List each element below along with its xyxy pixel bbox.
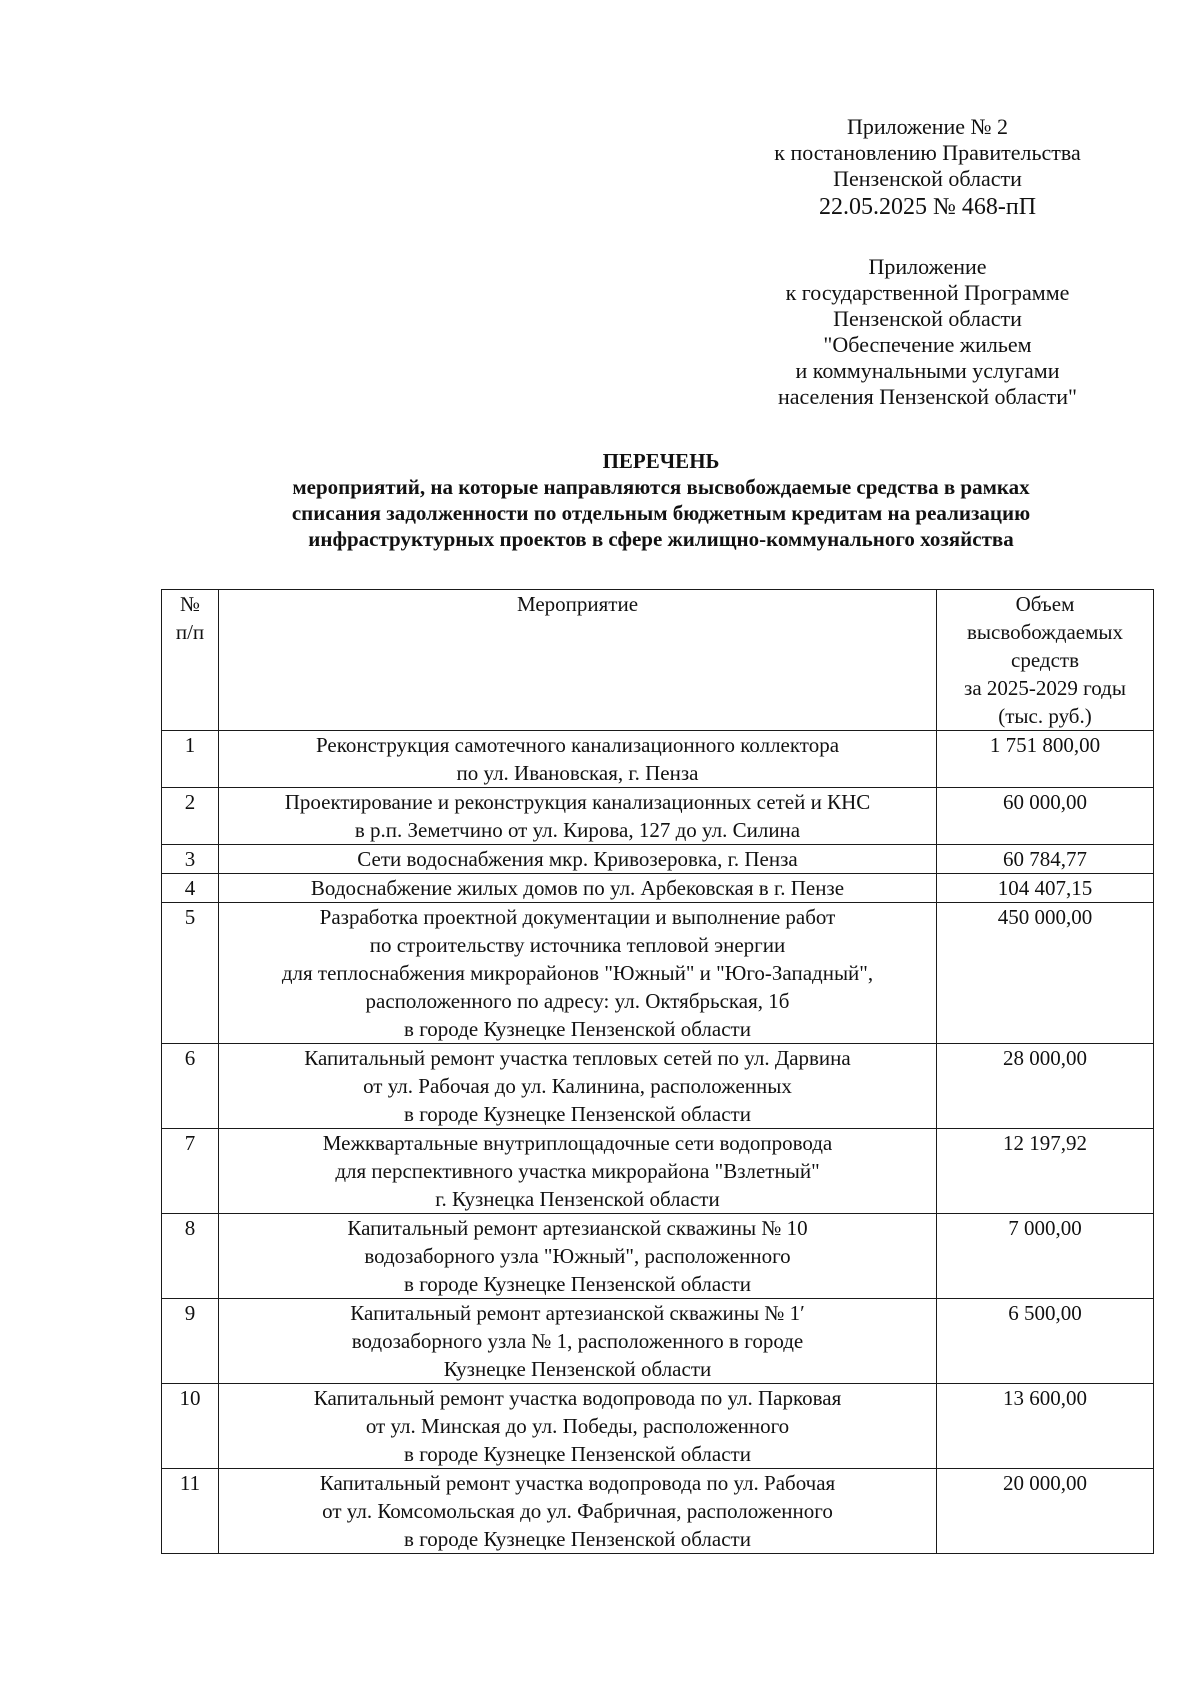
measure-line: в городе Кузнецке Пензенской области — [404, 1527, 751, 1551]
title-subtitle-line: списания задолженности по отдельным бюджетным кредитам на реализацию — [291, 501, 1031, 525]
measure-line: от ул. Комсомольская до ул. Фабричная, расположенного — [322, 1499, 833, 1523]
row-amount: 450 000,00 — [937, 903, 1154, 1044]
row-number: 4 — [162, 874, 219, 903]
table-header-row — [162, 590, 1154, 731]
row-measure — [219, 1469, 937, 1554]
row-amount: 7 000,00 — [937, 1214, 1154, 1299]
row-measure — [219, 1044, 937, 1129]
table-row — [162, 1129, 1154, 1214]
document-title — [160, 448, 1162, 552]
measure-line: Проектирование и реконструкция канализационных сетей и КНС — [284, 790, 871, 814]
appendix-line: "Обеспечение жильем — [823, 332, 1032, 357]
measures-table — [161, 589, 1154, 1554]
table-row — [162, 1044, 1154, 1129]
table-body — [162, 731, 1154, 1554]
row-number: 9 — [162, 1299, 219, 1384]
row-amount: 20 000,00 — [937, 1469, 1154, 1554]
decree-number: 22.05.2025 № 468-пП — [818, 194, 1037, 220]
table-row — [162, 903, 1154, 1044]
row-number: 1 — [162, 731, 219, 788]
measure-line: Кузнецке Пензенской области — [443, 1357, 712, 1381]
row-amount: 13 600,00 — [937, 1384, 1154, 1469]
row-measure — [219, 1214, 937, 1299]
appendix-line: и коммунальными услугами — [795, 358, 1060, 383]
appendix-line: населения Пензенской области" — [777, 384, 1078, 409]
row-number: 2 — [162, 788, 219, 845]
measure-line: Реконструкция самотечного канализационного коллектора — [315, 733, 840, 757]
row-number: 5 — [162, 903, 219, 1044]
appendix-line: Пензенской области — [833, 306, 1022, 331]
row-amount: 60 000,00 — [937, 788, 1154, 845]
table-row — [162, 731, 1154, 788]
row-amount: 6 500,00 — [937, 1299, 1154, 1384]
row-number: 6 — [162, 1044, 219, 1129]
row-number: 8 — [162, 1214, 219, 1299]
measure-line: водозаборного узла № 1, расположенного в городе — [351, 1329, 804, 1353]
row-number: 7 — [162, 1129, 219, 1214]
title-subtitle-line: инфраструктурных проектов в сфере жилищно-коммунального хозяйства — [308, 527, 1014, 551]
measure-line: в городе Кузнецке Пензенской области — [404, 1442, 751, 1466]
measure-line: в городе Кузнецке Пензенской области — [404, 1017, 751, 1041]
row-number: 3 — [162, 845, 219, 874]
measure-line: в городе Кузнецке Пензенской области — [404, 1272, 751, 1296]
row-measure — [219, 1299, 937, 1384]
appendix-line: Приложение — [868, 254, 987, 279]
appendix-line: Приложение № 2 — [846, 114, 1009, 139]
measure-line: Капитальный ремонт участка тепловых сетей по ул. Дарвина — [304, 1046, 851, 1070]
row-number: 11 — [162, 1469, 219, 1554]
header-num: № п/п — [162, 590, 219, 731]
appendix-line: к государственной Программе — [785, 280, 1070, 305]
row-amount: 104 407,15 — [937, 874, 1154, 903]
measure-line: от ул. Минская до ул. Победы, расположенного — [365, 1414, 790, 1438]
measure-line: по строительству источника тепловой энергии — [369, 933, 786, 957]
table-row — [162, 1384, 1154, 1469]
table-row — [162, 1299, 1154, 1384]
measure-line: Сети водоснабжения мкр. Кривозеровка, г. Пенза — [357, 847, 798, 871]
row-measure — [219, 903, 937, 1044]
measure-line: Водоснабжение жилых домов по ул. Арбековская в г. Пензе — [310, 876, 845, 900]
measure-line: от ул. Рабочая до ул. Калинина, расположенных — [363, 1074, 792, 1098]
table-row — [162, 788, 1154, 845]
table-row — [162, 1214, 1154, 1299]
title-heading: ПЕРЕЧЕНЬ — [602, 449, 720, 473]
header-measure: Мероприятие — [219, 590, 937, 731]
table-row — [162, 845, 1154, 874]
row-measure — [219, 1129, 937, 1214]
measure-line: в р.п. Земетчино от ул. Кирова, 127 до ул. Силина — [354, 818, 801, 842]
measure-line: для перспективного участка микрорайона "Взлетный" — [335, 1159, 820, 1183]
appendix-header — [745, 114, 1110, 222]
row-amount: 60 784,77 — [937, 845, 1154, 874]
row-number: 10 — [162, 1384, 219, 1469]
measure-line: Разработка проектной документации и выполнение работ — [319, 905, 836, 929]
measure-line: Капитальный ремонт артезианской скважины № 10 — [347, 1216, 808, 1240]
row-measure — [219, 731, 937, 788]
measure-line: Межквартальные внутриплощадочные сети водопровода — [322, 1131, 833, 1155]
measure-line: Капитальный ремонт участка водопровода по ул. Парковая — [313, 1386, 842, 1410]
appendix-line: к постановлению Правительства — [774, 140, 1081, 165]
measure-line: для теплоснабжения микрорайонов "Южный" и "Юго-Западный", — [281, 961, 874, 985]
table-row — [162, 874, 1154, 903]
row-measure — [219, 1384, 937, 1469]
row-amount: 12 197,92 — [937, 1129, 1154, 1214]
header-amount: Объем высвобождаемых средств за 2025-2029 годы (тыс. руб.) — [937, 590, 1154, 731]
measure-line: в городе Кузнецке Пензенской области — [404, 1102, 751, 1126]
measure-line: Капитальный ремонт артезианской скважины № 1ʹ — [350, 1301, 805, 1325]
row-amount: 28 000,00 — [937, 1044, 1154, 1129]
table-row — [162, 1469, 1154, 1554]
row-measure — [219, 845, 937, 874]
measure-line: расположенного по адресу: ул. Октябрьская, 1б — [365, 989, 790, 1013]
row-measure — [219, 874, 937, 903]
measure-line: Капитальный ремонт участка водопровода по ул. Рабочая — [319, 1471, 836, 1495]
program-appendix-header — [745, 254, 1110, 410]
appendix-line: Пензенской области — [833, 166, 1022, 191]
measure-line: по ул. Ивановская, г. Пенза — [456, 761, 699, 785]
measure-line: г. Кузнецка Пензенской области — [435, 1187, 720, 1211]
row-measure — [219, 788, 937, 845]
title-subtitle-line: мероприятий, на которые направляются высвобождаемые средства в рамках — [292, 475, 1030, 499]
measure-line: водозаборного узла "Южный", расположенного — [364, 1244, 791, 1268]
row-amount: 1 751 800,00 — [937, 731, 1154, 788]
